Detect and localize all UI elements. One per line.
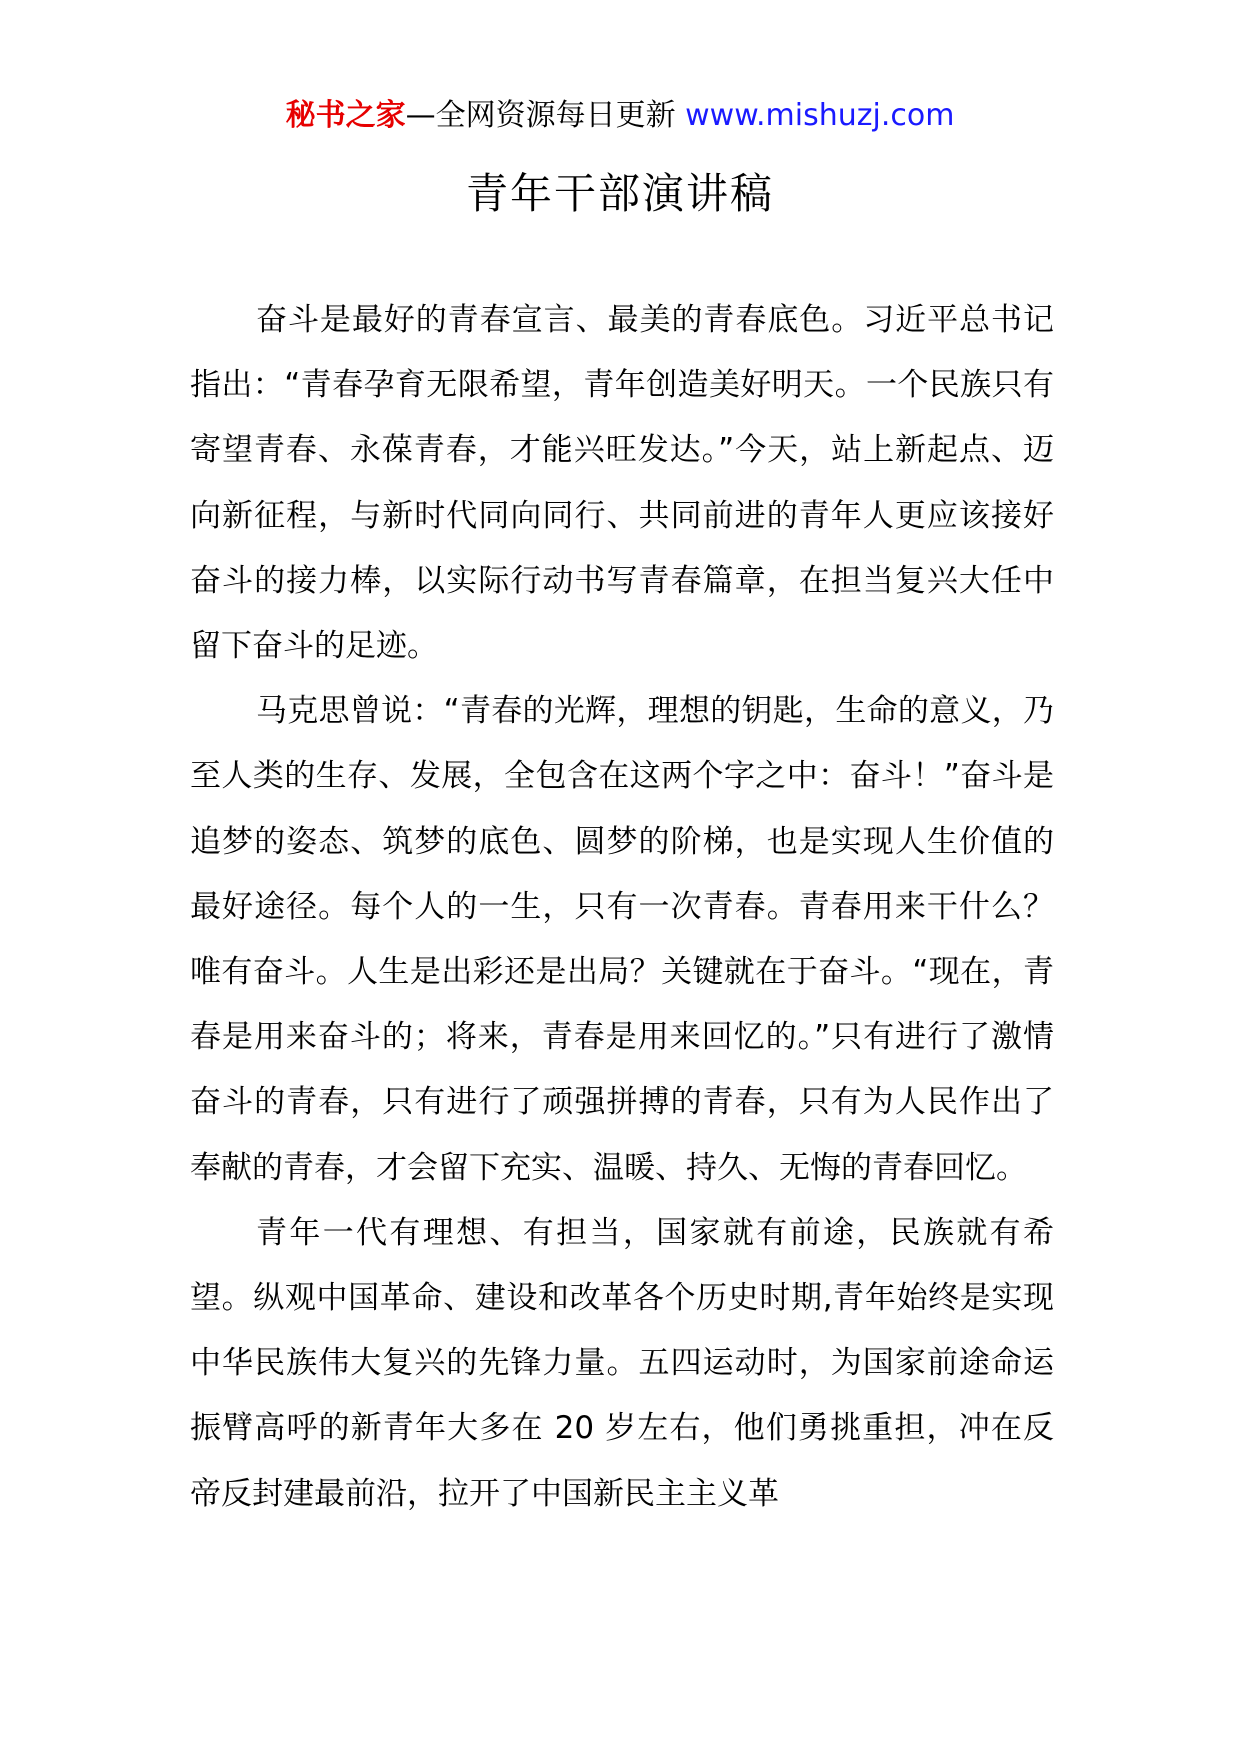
paragraph: 青年一代有理想、有担当，国家就有前途，民族就有希望。纵观中国革命、建设和改革各个历史时期,青年始终是实现中华民族伟大复兴的先锋力量。五四运动时，为国家前途命运振臂高呼的新青年大多在 20 岁左右，他们勇挑重担，冲在反帝反封建最前沿，拉开了中国新民主主义革 — [190, 1214, 1054, 1512]
document-title: 青年干部演讲稿 — [465, 169, 774, 218]
site-url-link[interactable]: www.mishuzj.com — [685, 98, 955, 133]
site-tagline: —全网资源每日更新 — [405, 98, 676, 133]
paragraph: 奋斗是最好的青春宣言、最美的青春底色。习近平总书记指出：“青春孕育无限希望，青年创造美好明天。一个民族只有寄望青春、永葆青春，才能兴旺发达。”今天，站上新起点、迈向新征程，与新时代同向同行、共同前进的青年人更应该接好奋斗的接力棒，以实际行动书写青春篇章，在担当复兴大任中留下奋斗的足迹。 — [190, 302, 1054, 665]
site-header — [0, 96, 1240, 136]
site-brand: 秘书之家 — [285, 98, 406, 133]
document-body — [190, 288, 1054, 1527]
paragraph: 马克思曾说：“青春的光辉，理想的钥匙，生命的意义，乃至人类的生存、发展，全包含在这两个字之中：奋斗！”奋斗是追梦的姿态、筑梦的底色、圆梦的阶梯，也是实现人生价值的最好途径。每个人的一生，只有一次青春。青春用来干什么？唯有奋斗。人生是出彩还是出局？关键就在于奋斗。“现在，青春是用来奋斗的；将来，青春是用来回忆的。”只有进行了激情奋斗的青春，只有进行了顽强拼搏的青春，只有为人民作出了奉献的青春，才会留下充实、温暖、持久、无悔的青春回忆。 — [190, 693, 1054, 1186]
